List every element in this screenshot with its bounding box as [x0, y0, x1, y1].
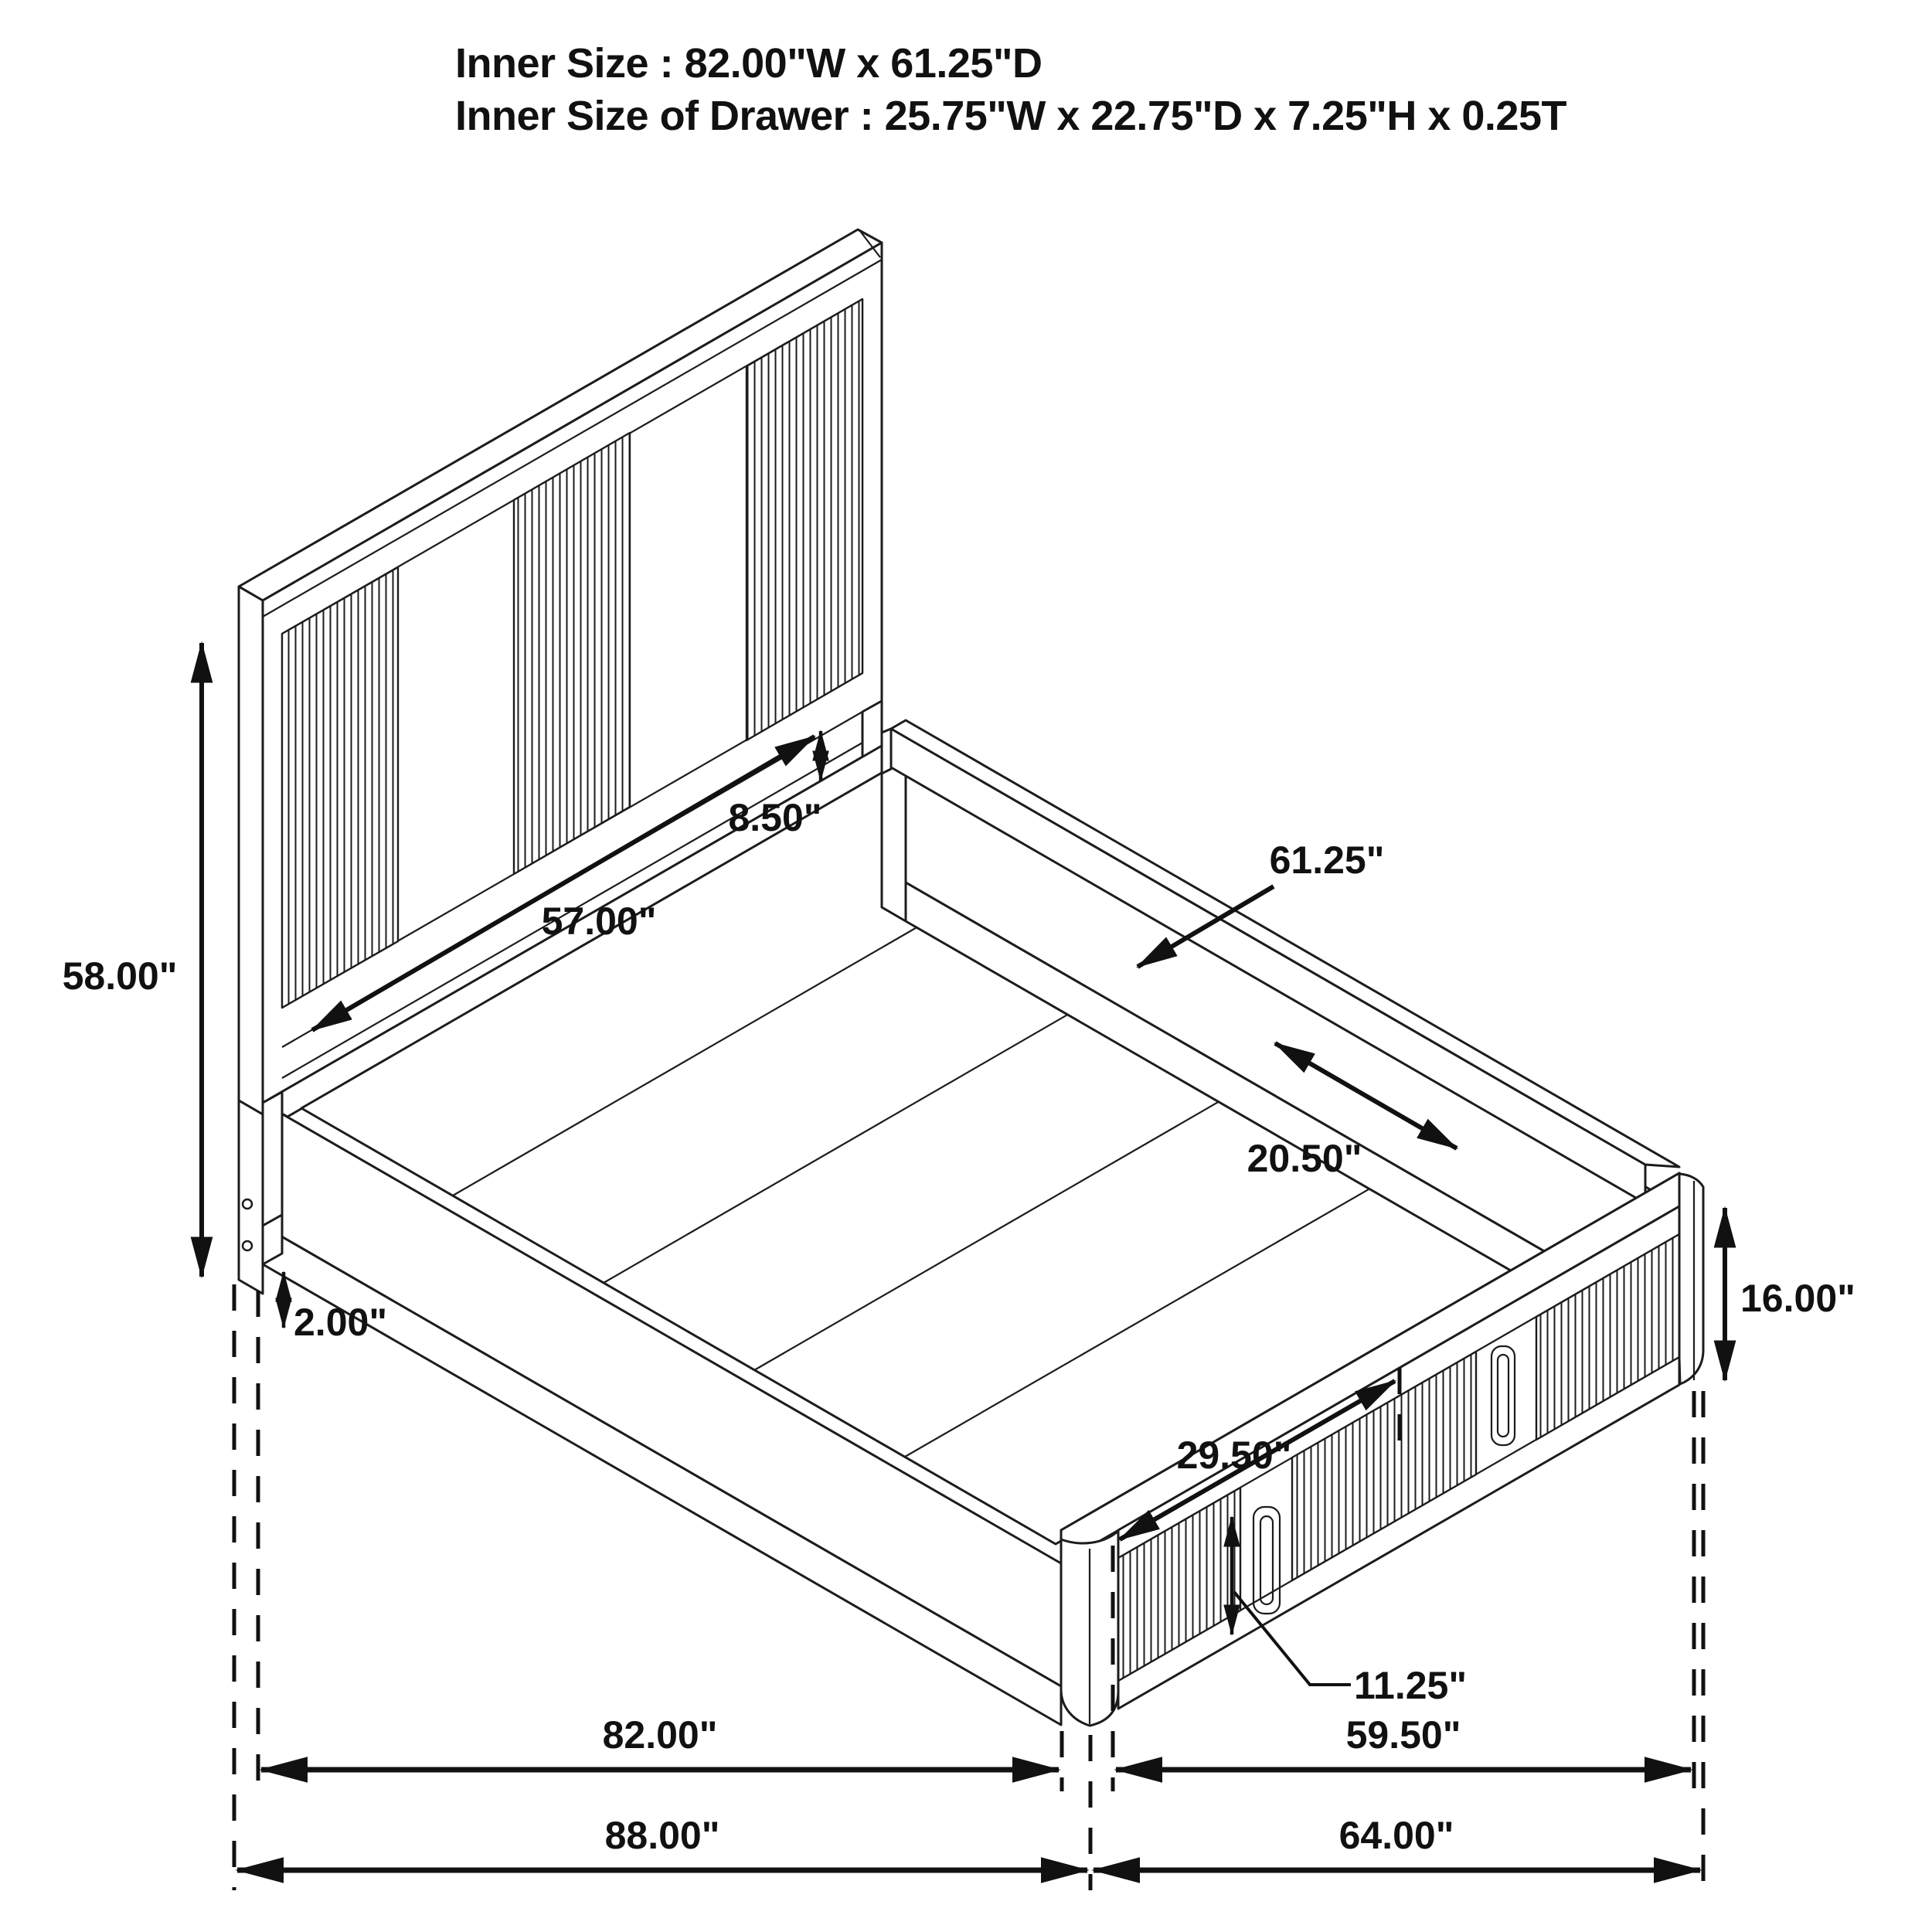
right-rail-end-cap: [882, 729, 891, 774]
title-line-1: Inner Size : 82.00"W x 61.25"D: [455, 40, 1043, 87]
dim-label-floor-clearance: 2.00": [294, 1301, 388, 1344]
dim-label-drawer-front-height: 11.25": [1354, 1664, 1468, 1707]
dim-label-footboard-inner-width: 59.50": [1345, 1713, 1461, 1757]
leg-bolt-hole-top: [243, 1199, 252, 1209]
headboard-left-leg: [239, 1100, 263, 1294]
dim-label-headboard-gap: 8.50": [728, 796, 822, 839]
dim-label-inner-depth: 61.25": [1269, 838, 1385, 882]
dim-label-headboard-height: 58.00": [62, 954, 178, 998]
dim-label-deck-plank-span: 20.50": [1247, 1137, 1362, 1180]
dim-label-overall-length: 88.00": [604, 1814, 720, 1857]
headboard-slat-panel-1: [282, 567, 398, 1008]
dim-label-headboard-panel-width: 57.00": [541, 900, 657, 943]
left-rail-end-cap: [263, 1092, 282, 1226]
headboard-left-edge-face: [239, 587, 263, 1114]
corner-post-right: [1679, 1174, 1703, 1384]
leg-bolt-hole-bottom: [243, 1241, 252, 1250]
dim-label-drawer-width: 29.50": [1176, 1434, 1292, 1477]
dim-label-footboard-height: 16.00": [1740, 1277, 1855, 1320]
left-leg-face: [239, 1100, 263, 1294]
headboard-slat-panel-2: [514, 433, 630, 874]
headboard-slat-panel-3: [747, 299, 862, 740]
title-line-2: Inner Size of Drawer : 25.75"W x 22.75"D x 7.25"H x 0.25T: [455, 93, 1566, 139]
dim-label-overall-width: 64.00": [1338, 1814, 1454, 1857]
dim-label-inner-width: 82.00": [602, 1713, 718, 1757]
